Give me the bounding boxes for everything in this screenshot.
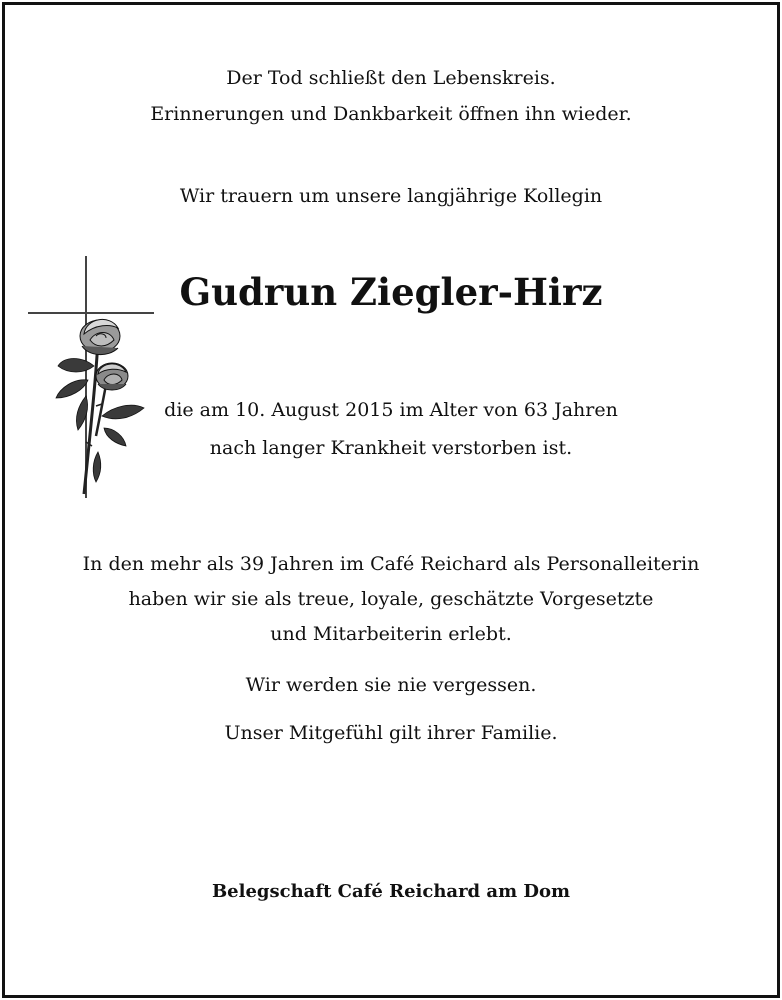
condolence-text: Unser Mitgefühl gilt ihrer Familie. [224,722,558,744]
deceased-name: Gudrun Ziegler-Hirz [179,270,603,314]
tribute-line-3: und Mitarbeiterin erlebt. [270,623,512,645]
tribute-line-1: In den mehr als 39 Jahren im Café Reichard als Personalleiterin [82,553,700,575]
rose-bloom-upper [80,319,120,354]
remembrance-text: Wir werden sie nie vergessen. [245,674,537,696]
intro-text: Wir trauern um unsere langjährige Kollegin [179,185,603,207]
tribute-line-2: haben wir sie als treue, loyale, geschätzte Vorgesetzte [128,588,654,610]
obituary-frame [2,2,780,998]
death-info-line-1: die am 10. August 2015 im Alter von 63 Jahren [164,399,618,421]
death-info-line-2: nach langer Krankheit verstorben ist. [209,437,573,459]
motto-line-2: Erinnerungen und Dankbarkeit öffnen ihn wieder. [150,103,632,125]
rose-bloom-lower [96,363,128,390]
cross-with-rose-icon [26,256,156,500]
signature: Belegschaft Café Reichard am Dom [211,881,571,902]
cross-icon [28,256,154,498]
motto-line-1: Der Tod schließt den Lebenskreis. [226,67,556,89]
